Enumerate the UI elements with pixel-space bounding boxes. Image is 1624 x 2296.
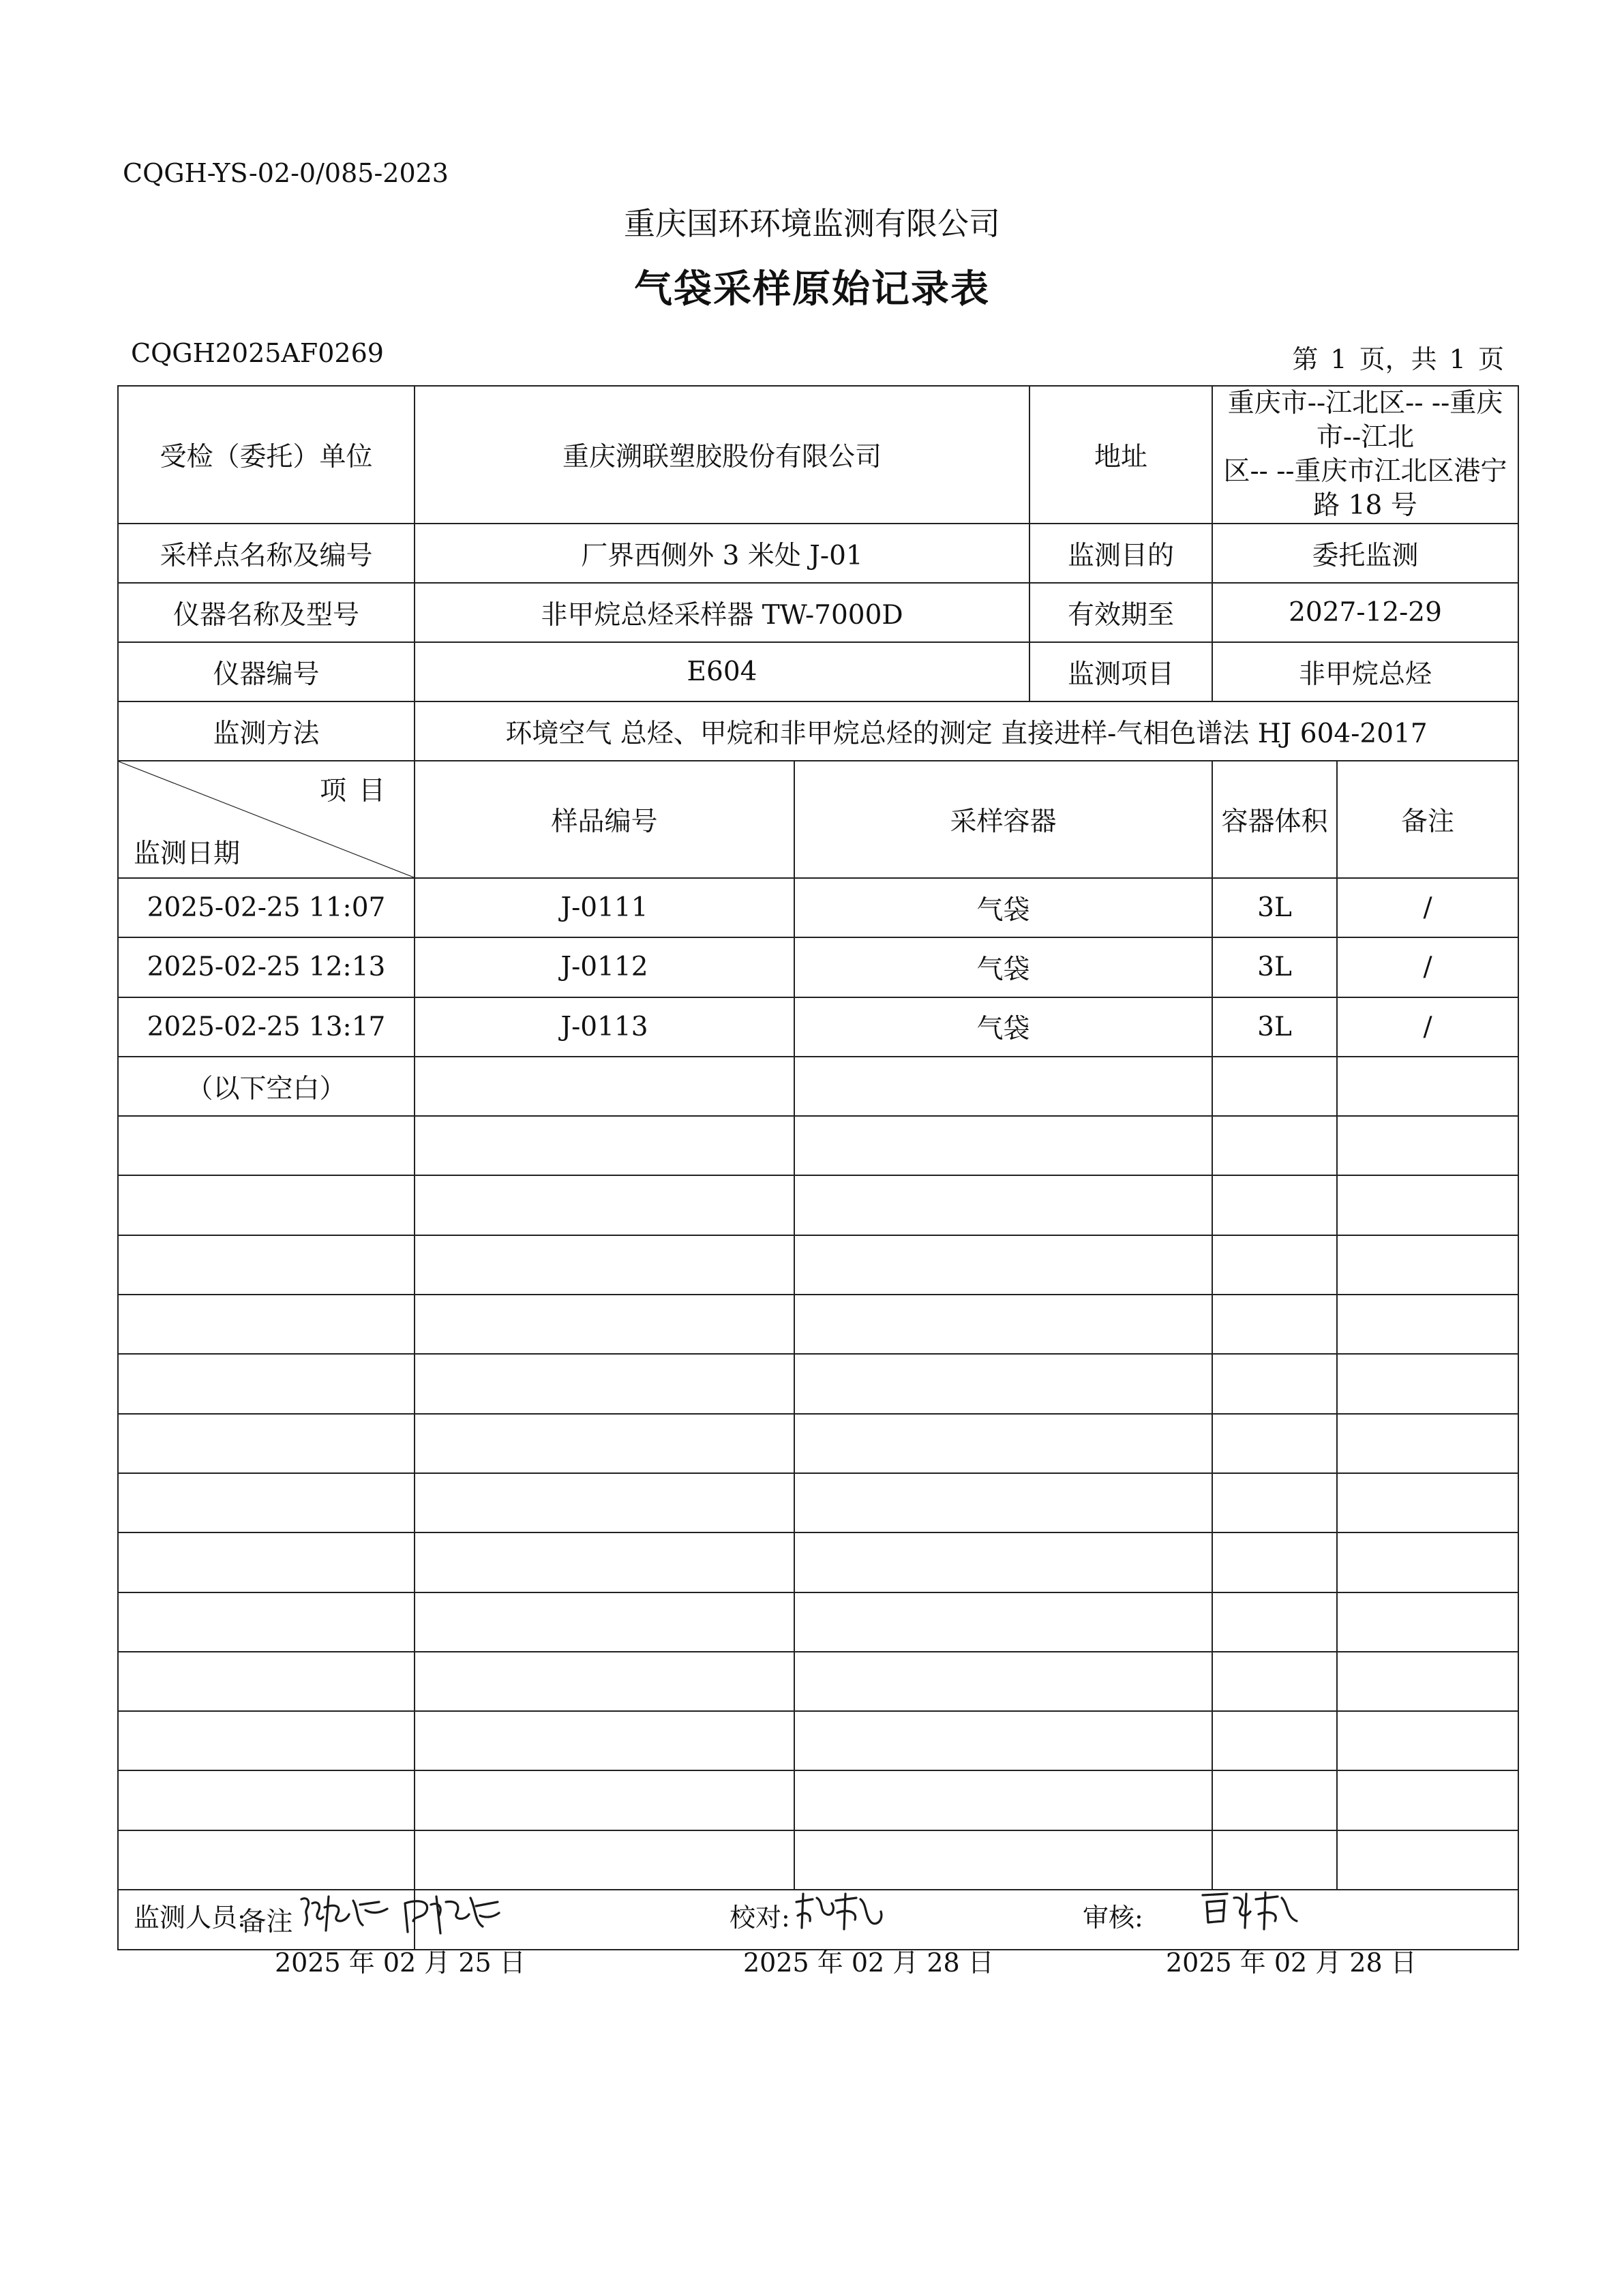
diagonal-header-cell [118,761,415,878]
client-label: 受检（委托）单位 [118,386,415,524]
method-row [118,701,1518,761]
header-sample-no: 样品编号 [415,761,794,878]
empty-cell [1212,1295,1337,1354]
valid-value: 2027-12-29 [1212,583,1518,642]
empty-cell [794,1711,1212,1770]
instrument-row [118,583,1518,642]
table-row [118,997,1518,1057]
company-name: 重庆国环环境监测有限公司 [624,205,1000,242]
empty-cell [794,1592,1212,1652]
site-row [118,524,1518,583]
cell-date: 2025-02-25 12:13 [118,937,415,997]
empty-cell [1337,1711,1518,1770]
record-number: CQGH2025AF0269 [131,338,384,368]
cell-date: 2025-02-25 11:07 [118,878,415,937]
diagonal-top-label: 项目 [319,776,397,806]
empty-cell [118,1830,415,1890]
empty-cell [794,1116,1212,1175]
monitor-staff [134,1897,246,1934]
empty-cell [1212,1830,1337,1890]
diagonal-bottom-label: 监测日期 [134,839,241,869]
header-note: 备注 [1337,761,1518,878]
empty-cell [1212,1532,1337,1592]
client-row [118,386,1518,524]
empty-cell [1337,1414,1518,1473]
empty-cell [794,1057,1212,1116]
cell-container: 气袋 [794,997,1212,1057]
empty-cell [794,1235,1212,1295]
empty-cell [794,1354,1212,1413]
empty-cell [118,1473,415,1532]
monitor-date: 2025 年 02 月 25 日 [275,1948,526,1978]
empty-cell [415,1414,794,1473]
empty-row [118,1175,1518,1235]
empty-cell [1337,1057,1518,1116]
review-date: 2025 年 02 月 28 日 [1166,1948,1417,1978]
empty-cell [118,1592,415,1652]
empty-cell [415,1354,794,1413]
empty-row [118,1235,1518,1295]
empty-cell [1212,1414,1337,1473]
empty-cell [1212,1473,1337,1532]
blank-marker-row [118,1057,1518,1116]
empty-cell [1337,1473,1518,1532]
valid-label: 有效期至 [1029,583,1212,642]
empty-row [118,1592,1518,1652]
empty-row [118,1473,1518,1532]
check-label: 校对: [730,1903,790,1933]
empty-cell [415,1532,794,1592]
empty-cell [794,1473,1212,1532]
cell-sample-no: J-0113 [415,997,794,1057]
reviewer [1083,1897,1143,1934]
cell-volume: 3L [1212,878,1337,937]
empty-cell [118,1711,415,1770]
empty-cell [1337,1770,1518,1830]
empty-cell [118,1175,415,1235]
site-label: 采样点名称及编号 [118,524,415,583]
cell-note: / [1337,997,1518,1057]
client-value: 重庆溯联塑胶股份有限公司 [415,386,1029,524]
empty-row [118,1295,1518,1354]
monitor-label: 监测人员: [134,1903,246,1933]
empty-cell [415,1295,794,1354]
empty-cell [794,1830,1212,1890]
cell-container: 气袋 [794,878,1212,937]
empty-row [118,1532,1518,1592]
column-header-row [118,761,1518,878]
empty-cell [1212,1652,1337,1711]
site-value: 厂界西侧外 3 米处 J-01 [415,524,1029,583]
empty-row [118,1652,1518,1711]
empty-cell [415,1830,794,1890]
empty-cell [794,1295,1212,1354]
empty-cell [1337,1830,1518,1890]
blank-marker: （以下空白） [118,1057,415,1116]
cell-container: 气袋 [794,937,1212,997]
purpose-value: 委托监测 [1212,524,1518,583]
header-volume: 容器体积 [1212,761,1337,878]
monitor-signature-2 [400,1888,502,1940]
empty-cell [1212,1711,1337,1770]
empty-cell [1212,1592,1337,1652]
empty-row [118,1770,1518,1830]
form-title: 气袋采样原始记录表 [634,267,990,312]
empty-cell [1337,1295,1518,1354]
monitor-item-value: 非甲烷总烃 [1212,642,1518,701]
empty-cell [1212,1354,1337,1413]
address-line-1: 重庆市--江北区-- --重庆市--江北 [1227,388,1503,453]
empty-row [118,1711,1518,1770]
empty-cell [415,1592,794,1652]
empty-cell [118,1295,415,1354]
table-row [118,937,1518,997]
empty-cell [1212,1770,1337,1830]
empty-cell [794,1652,1212,1711]
cell-sample-no: J-0111 [415,878,794,937]
empty-cell [1337,1175,1518,1235]
cell-date: 2025-02-25 13:17 [118,997,415,1057]
cell-sample-no: J-0112 [415,937,794,997]
sampling-record-table [117,385,1519,1950]
instrument-no-label: 仪器编号 [118,642,415,701]
empty-cell [118,1354,415,1413]
empty-rows [118,1116,1518,1890]
empty-cell [1337,1116,1518,1175]
instrument-value: 非甲烷总烃采样器 TW-7000D [415,583,1029,642]
address-value [1212,386,1518,524]
empty-cell [415,1235,794,1295]
empty-cell [118,1116,415,1175]
empty-cell [415,1175,794,1235]
empty-cell [415,1473,794,1532]
empty-cell [415,1711,794,1770]
empty-cell [118,1414,415,1473]
address-line-2: 区-- --重庆市江北区港宁路 18 号 [1223,456,1507,521]
instrument-no-row [118,642,1518,701]
purpose-label: 监测目的 [1029,524,1212,583]
cell-volume: 3L [1212,937,1337,997]
reviewer-signature [1197,1887,1299,1937]
empty-cell [118,1652,415,1711]
instrument-label: 仪器名称及型号 [118,583,415,642]
empty-row [118,1116,1518,1175]
checker-signature [792,1888,888,1937]
table-row [118,878,1518,937]
empty-cell [415,1770,794,1830]
empty-cell [1337,1592,1518,1652]
empty-row [118,1354,1518,1413]
check-date: 2025 年 02 月 28 日 [743,1948,994,1978]
empty-cell [1212,1235,1337,1295]
cell-note: / [1337,937,1518,997]
instrument-no-value: E604 [415,642,1029,701]
checker [730,1897,790,1934]
header-container: 采样容器 [794,761,1212,878]
empty-cell [794,1414,1212,1473]
empty-cell [1212,1175,1337,1235]
remark-value [415,1890,1518,1950]
page-info: 第 1 页，共 1 页 [1292,344,1504,374]
method-label: 监测方法 [118,701,415,761]
method-value: 环境空气 总烃、甲烷和非甲烷总烃的测定 直接进样-气相色谱法 HJ 604-2017 [415,701,1518,761]
empty-cell [415,1116,794,1175]
empty-cell [415,1652,794,1711]
empty-row [118,1414,1518,1473]
empty-cell [1337,1652,1518,1711]
empty-cell [794,1175,1212,1235]
cell-volume: 3L [1212,997,1337,1057]
monitor-signature-1 [297,1890,393,1939]
empty-cell [1212,1057,1337,1116]
remark-label: 备注 [118,1890,415,1950]
document-code: CQGH-YS-02-0/085-2023 [123,158,449,188]
empty-cell [1212,1116,1337,1175]
cell-note: / [1337,878,1518,937]
empty-cell [1337,1235,1518,1295]
empty-cell [1337,1354,1518,1413]
empty-cell [118,1770,415,1830]
empty-cell [1337,1532,1518,1592]
empty-cell [118,1532,415,1592]
review-label: 审核: [1083,1903,1143,1933]
empty-cell [794,1770,1212,1830]
empty-cell [794,1532,1212,1592]
empty-cell [415,1057,794,1116]
empty-cell [118,1235,415,1295]
monitor-item-label: 监测项目 [1029,642,1212,701]
empty-row [118,1830,1518,1890]
address-label: 地址 [1029,386,1212,524]
